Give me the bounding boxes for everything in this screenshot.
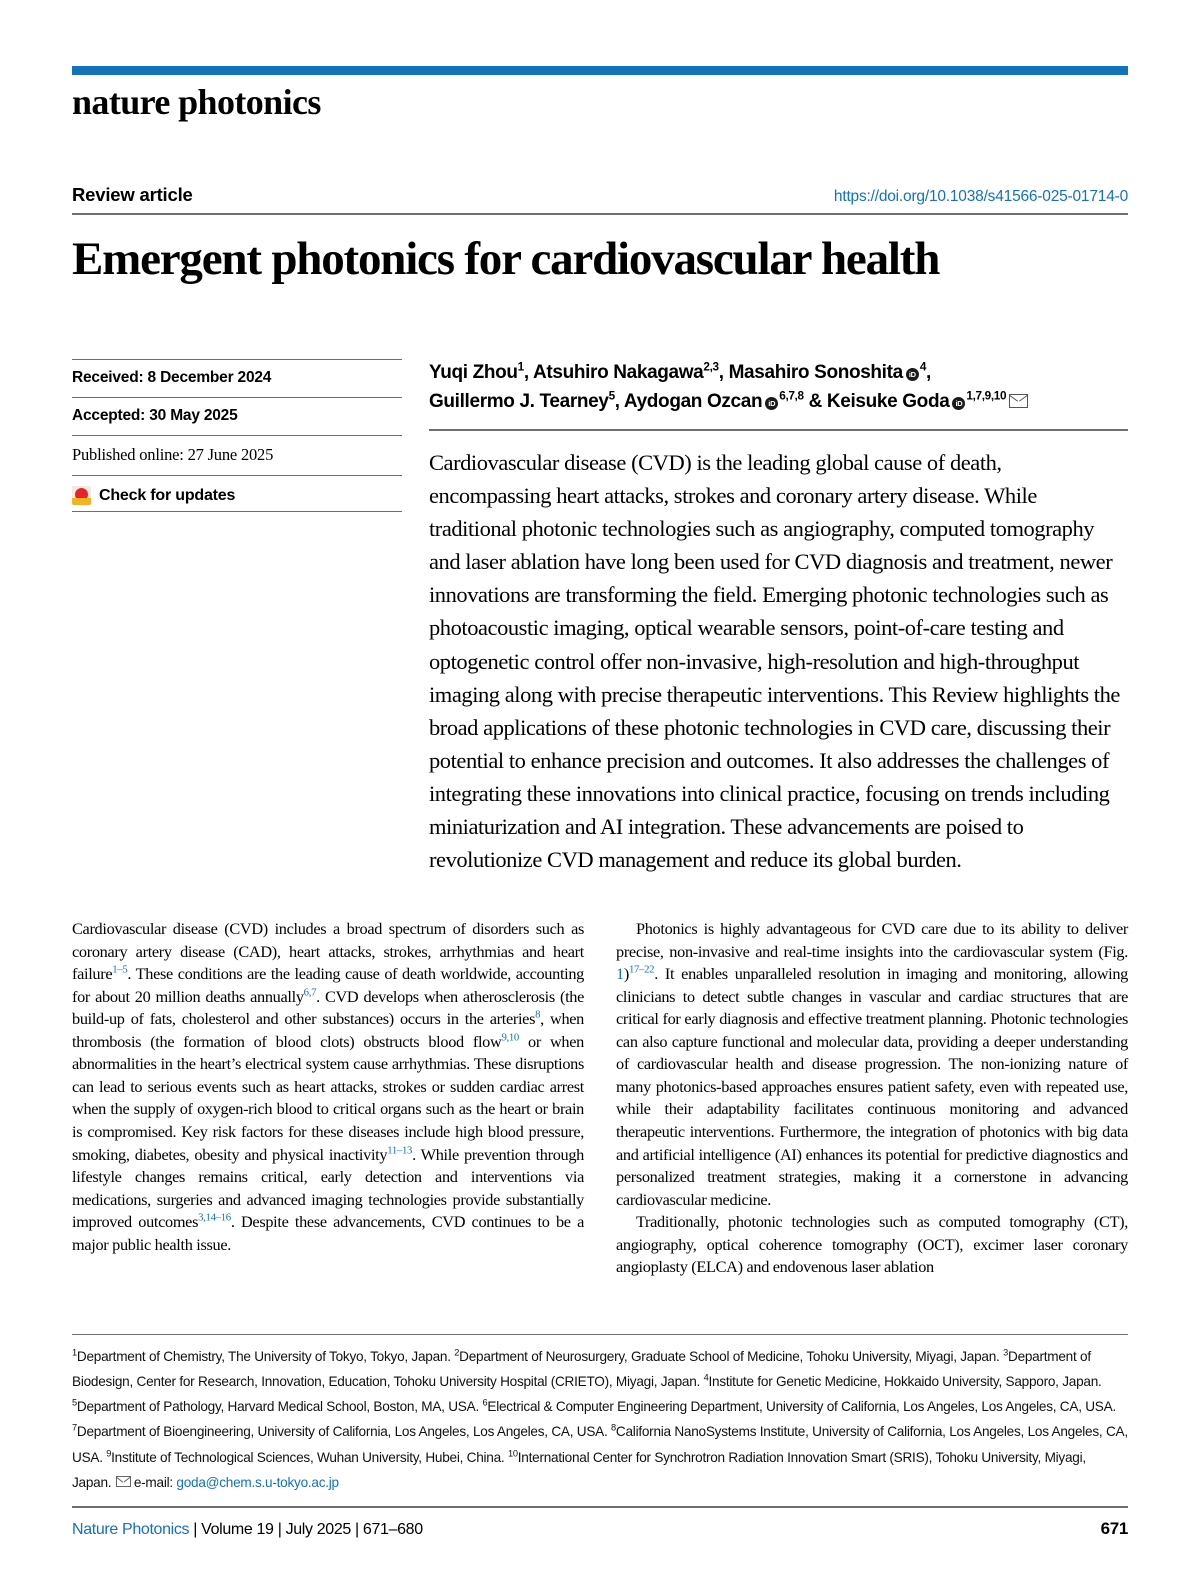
text-run: . While prevention through lifestyle changes remains critical, early detection and interventions via medications, surgeries and advanced imaging technologies provide substantially improved outcomes — [72, 1144, 584, 1232]
journal-brand-title: nature photonics — [72, 82, 321, 122]
doi-link[interactable]: https://doi.org/10.1038/s41566-025-01714-0 — [833, 187, 1128, 205]
text-run: . These conditions are the leading cause of death worldwide, accounting for about 20 million deaths annually — [72, 964, 584, 1006]
article-type-row — [72, 184, 1128, 206]
meta-published-online: Published online: 27 June 2025 — [72, 435, 402, 475]
publication-meta-column — [72, 359, 402, 876]
email-link[interactable]: goda@chem.s.u-tokyo.ac.jp — [176, 1474, 339, 1490]
text-run: . Despite these advancements, CVD continues to be a major public health issue. — [72, 1212, 584, 1254]
reference-link[interactable]: 11–13 — [387, 1144, 413, 1157]
author-name-1: Yuqi Zhou — [429, 362, 518, 384]
affil-entry: Department of Pathology, Harvard Medical School, Boston, MA, USA. — [76, 1399, 483, 1415]
check-for-updates-label: Check for updates — [99, 486, 236, 504]
body-column-right — [616, 918, 1128, 1279]
text-run: . CVD develops when atherosclerosis (the build-up of fats, cholesterol and other substances) occurs in the arteries — [72, 986, 584, 1029]
author-name-3: , Masahiro Sonoshita — [718, 362, 903, 384]
affil-entry: Institute for Genetic Medicine, Hokkaido University, Sapporo, Japan. — [708, 1374, 1102, 1390]
text-run: . It enables unparalleled resolution in imaging and monitoring, allowing clinicians to detect subtle changes in vascular and cardiac structures that are critical for early diagnosis and effective treatment planning. Photonic technologies can also capture functional and molecular data, providing a deeper understanding of cardiovascular health and disease progression. The non-ionizing nature of many photonics-based approaches ensures patient safety, even with repeated use, while their adaptability facilitates continuous monitoring and advanced therapeutic interventions. Furthermore, the integration of photonics with big data and artificial intelligence (AI) enhances its potential for predictive diagnostics and personalized treatment strategies, making it a cornerstone in advancing cardiovascular medicine. — [616, 964, 1128, 1209]
author-name-4: Guillermo J. Tearney — [429, 391, 609, 413]
affil-sup: 3 — [1003, 1347, 1008, 1358]
abstract-column — [402, 359, 1128, 876]
article-type-label: Review article — [72, 183, 193, 205]
reference-link[interactable]: 6,7 — [303, 986, 317, 999]
reference-link[interactable]: 8 — [535, 1008, 541, 1021]
affil-sup: 4 — [703, 1372, 709, 1383]
author-name-6: & Keisuke Goda — [803, 391, 950, 413]
body-columns — [72, 918, 1128, 1279]
affil-entry: Electrical & Computer Engineering Department, University of California, Los Angeles, Los Angeles, CA, USA. — [487, 1399, 1116, 1415]
footer-row — [72, 1508, 1128, 1539]
paragraph-photonics-advantage — [616, 918, 1128, 1211]
envelope-icon[interactable] — [1009, 394, 1028, 408]
affil-entry: Department of Neurosurgery, Graduate School of Medicine, Tohoku University, Miyagi, Japan. — [459, 1349, 1004, 1364]
author-name-5: , Aydogan Ozcan — [614, 391, 763, 413]
text-run: , when thrombosis (the formation of blood clots) obstructs blood flow — [72, 1009, 584, 1051]
affil-sup: 5 — [72, 1397, 77, 1408]
figure-link[interactable]: 1 — [616, 964, 624, 984]
orcid-icon[interactable]: iD — [952, 397, 965, 410]
text-run: ) — [623, 964, 629, 984]
brand-accent-rule — [72, 66, 1128, 75]
page-title: Emergent photonics for cardiovascular health — [72, 232, 940, 285]
affil-entry: Department of Chemistry, The University of Tokyo, Tokyo, Japan. — [76, 1349, 455, 1364]
author-affil-sup-2: 2,3 — [703, 361, 719, 375]
footer-citation — [72, 1521, 423, 1539]
author-affil-sup-1: 1 — [517, 361, 524, 375]
check-for-updates-button[interactable] — [72, 475, 402, 511]
affiliations-section — [72, 1334, 1128, 1495]
reference-link[interactable]: 17–22 — [628, 963, 655, 976]
affil-entry: California NanoSystems Institute, University of California, Los Angeles, Los Angeles, CA, USA. — [72, 1424, 1128, 1465]
text-run: or when abnormalities in the heart’s electrical system cause arrhythmias. These disruptions can lead to serious events such as heart attacks, strokes or sudden cardiac arrest when the supply of oxygen-rich blood to critical organs such as the heart or brain is compromised. Key risk factors for these diseases include high blood pressure, smoking, diabetes, obesity and physical inactivity — [72, 1031, 584, 1164]
affil-entry: International Center for Synchrotron Radiation Innovation Smart (SRIS), Tohoku University, Miyagi, Japan. — [72, 1449, 1086, 1490]
header-divider — [72, 213, 1128, 215]
envelope-icon — [116, 1476, 131, 1487]
page-number: 671 — [1100, 1519, 1128, 1538]
reference-link[interactable]: 3,14–16 — [198, 1211, 231, 1224]
affiliations-text — [72, 1335, 1128, 1495]
meta-received: Received: 8 December 2024 — [72, 359, 402, 397]
abstract-text: Cardiovascular disease (CVD) is the leading global cause of death, encompassing heart attacks, strokes and coronary artery disease. While traditional photonic technologies such as angiography, computed tomography and laser ablation have long been used for CVD diagnosis and treatment, newer innovations are transforming the field. Emerging photonic technologies such as photoacoustic imaging, optical wearable sensors, point-of-care testing and optogenetic control offer non-invasive, high-resolution and high-throughput imaging along with precise therapeutic interventions. This Review highlights the broad applications of these photonic technologies in CVD care, discussing their potential to enhance precision and outcomes. It also addresses the challenges of integrating these innovations into clinical practice, focusing on trends including miniaturization and AI integration. These advancements are poised to revolutionize CVD management and reduce its global burden. — [429, 450, 1120, 872]
affil-entry: Institute of Technological Sciences, Wuhan University, Hubei, China. — [111, 1449, 508, 1465]
orcid-icon[interactable]: iD — [906, 368, 919, 381]
affil-entry: Department of Biodesign, Center for Research, Innovation, Education, Tohoku University Hospital (CRIETO), Miyagi, Japan. — [72, 1349, 1091, 1390]
meta-abstract-section — [72, 359, 1128, 876]
crossmark-icon — [72, 486, 91, 505]
affil-sup: 6 — [482, 1397, 488, 1408]
affil-sup: 2 — [454, 1347, 460, 1358]
author-sep-1: , — [926, 362, 931, 384]
author-affil-sup-5: 6,7,8 — [779, 389, 804, 403]
footer-volume-info: | Volume 19 | July 2025 | 671–680 — [189, 1521, 423, 1538]
author-list — [429, 359, 1128, 429]
paragraph-traditional-tech: Traditionally, photonic technologies such as computed tomography (CT), angiography, optical coherence tomography (OCT), excimer laser coronary angioplasty (ELCA) and endovenous laser ablation — [616, 1212, 1128, 1277]
author-affil-sup-3: 4 — [919, 361, 927, 375]
reference-link[interactable]: 1–5 — [112, 963, 128, 976]
author-affil-sup-4: 5 — [608, 389, 615, 403]
meta-accepted: Accepted: 30 May 2025 — [72, 397, 402, 435]
affil-entry: Department of Bioengineering, University of California, Los Angeles, Los Angeles, CA, USA. — [76, 1424, 612, 1440]
text-run: Cardiovascular disease (CVD) includes a broad spectrum of disorders such as coronary artery disease (CAD), heart attacks, strokes, arrhythmias and heart failure — [72, 918, 584, 984]
reference-link[interactable]: 9,10 — [501, 1031, 519, 1044]
meta-bottom-divider — [72, 511, 402, 512]
page-footer — [72, 1506, 1128, 1539]
body-column-left — [72, 918, 584, 1279]
footer-journal-name[interactable]: Nature Photonics — [72, 1521, 190, 1538]
affil-sup: 8 — [611, 1422, 616, 1433]
affil-sup: 7 — [72, 1422, 77, 1433]
affil-sup: 9 — [106, 1448, 112, 1459]
paragraph-intro-left — [72, 918, 584, 1256]
text-run: Photonics is highly advantageous for CVD care due to its ability to deliver precise, non-invasive and real-time insights into the cardiovascular system (Fig. — [616, 918, 1128, 961]
author-affil-sup-6: 1,7,9,10 — [966, 389, 1007, 403]
orcid-icon[interactable]: iD — [765, 397, 778, 410]
author-name-2: , Atsuhiro Nakagawa — [523, 362, 704, 384]
affil-sup: 1 — [72, 1347, 77, 1358]
email-label: e-mail: — [133, 1474, 177, 1490]
affil-sup: 10 — [507, 1448, 518, 1459]
